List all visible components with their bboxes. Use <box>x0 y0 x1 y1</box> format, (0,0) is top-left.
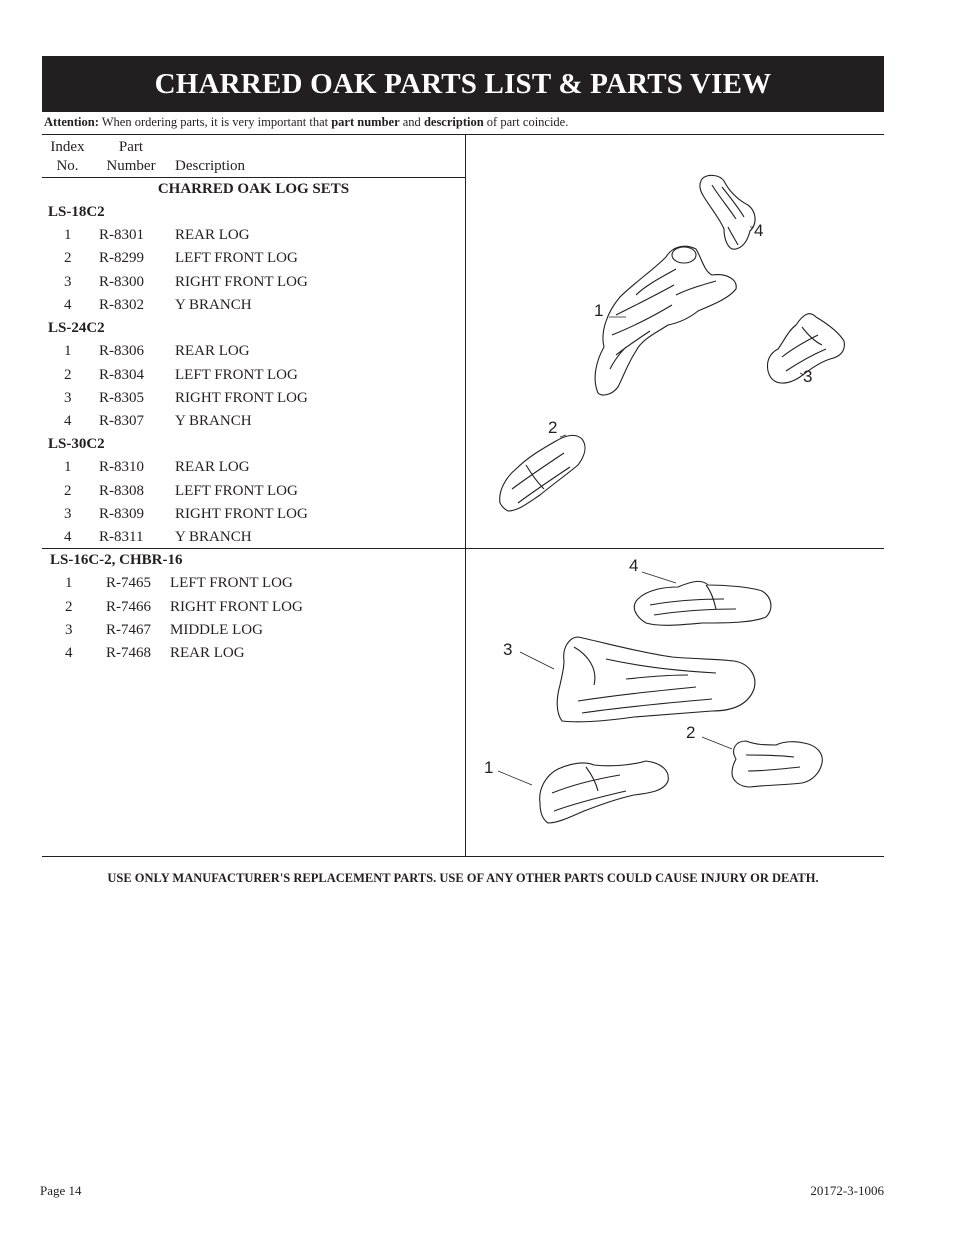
callout-4: 4 <box>754 221 764 240</box>
callout-2: 2 <box>686 723 696 742</box>
row-description: LEFT FRONT LOG <box>175 250 298 266</box>
rear-log <box>634 581 771 625</box>
row-index: 2 <box>64 367 72 383</box>
row-index: 3 <box>65 622 73 638</box>
row-index: 3 <box>64 274 72 290</box>
left-front-log <box>500 435 585 511</box>
callout-1: 1 <box>484 758 494 777</box>
group-title: LS-24C2 <box>48 320 105 336</box>
row-description: RIGHT FRONT LOG <box>175 274 308 290</box>
attention-text-3: of part coincide. <box>483 115 569 129</box>
row-index: 1 <box>64 459 72 475</box>
row-description: LEFT FRONT LOG <box>170 575 293 591</box>
header-part-line2: Number <box>106 158 156 174</box>
attention-bold-description: description <box>423 115 484 129</box>
group-title: LS-30C2 <box>48 436 105 452</box>
group-title: LS-18C2 <box>48 204 105 220</box>
row-part-number: R-8300 <box>99 274 144 290</box>
row-description: Y BRANCH <box>175 297 252 313</box>
row-part-number: R-7465 <box>106 575 151 591</box>
row-index: 1 <box>65 575 73 591</box>
row-description: Y BRANCH <box>175 529 252 545</box>
row-index: 4 <box>64 297 72 313</box>
warning-text: USE ONLY MANUFACTURER'S REPLACEMENT PARTS. USE OF ANY OTHER PARTS COULD CAUSE INJURY OR DEATH. <box>107 871 819 885</box>
header-bottom-rule <box>42 177 465 178</box>
header-part-line1: Part <box>118 139 144 155</box>
header-index-line1: Index <box>50 139 85 155</box>
row-index: 2 <box>64 483 72 499</box>
row-index: 2 <box>65 599 73 615</box>
document-number: 20172-3-1006 <box>810 1183 884 1198</box>
row-part-number: R-7467 <box>106 622 151 638</box>
callout-4: 4 <box>629 556 639 575</box>
row-part-number: R-8299 <box>99 250 144 266</box>
row-part-number: R-8306 <box>99 343 144 359</box>
header-index-line2: No. <box>56 158 79 174</box>
section-title: CHARRED OAK LOG SETS <box>157 181 350 197</box>
row-description: RIGHT FRONT LOG <box>175 506 308 522</box>
row-part-number: R-8301 <box>99 227 144 243</box>
row-part-number: R-8308 <box>99 483 144 499</box>
row-part-number: R-8311 <box>99 529 144 545</box>
row-description: MIDDLE LOG <box>170 622 263 638</box>
left-front-log <box>540 761 669 823</box>
y-branch-log <box>700 175 755 249</box>
rear-log <box>595 246 736 395</box>
row-description: REAR LOG <box>175 227 250 243</box>
attention-text-1: When ordering parts, it is very important that <box>98 115 332 129</box>
attention-label: Attention: <box>44 115 99 129</box>
attention-note <box>44 115 568 130</box>
row-description: REAR LOG <box>175 343 250 359</box>
row-part-number: R-7466 <box>106 599 151 615</box>
row-description: REAR LOG <box>175 459 250 475</box>
row-index: 1 <box>64 343 72 359</box>
row-description: Y BRANCH <box>175 413 252 429</box>
row-index: 4 <box>64 413 72 429</box>
row-part-number: R-8304 <box>99 367 144 383</box>
attention-bold-part-number: part number <box>331 115 400 129</box>
header-part-number <box>100 138 162 176</box>
right-front-log <box>732 741 822 787</box>
callout-2: 2 <box>548 418 558 437</box>
attention-text-2: and <box>399 115 424 129</box>
group-title: LS-16C-2, CHBR-16 <box>50 552 183 568</box>
page-number: Page 14 <box>40 1183 82 1198</box>
callout-1: 1 <box>594 301 604 320</box>
row-index: 4 <box>64 529 72 545</box>
row-description: LEFT FRONT LOG <box>175 483 298 499</box>
row-description: LEFT FRONT LOG <box>175 367 298 383</box>
row-description: RIGHT FRONT LOG <box>175 390 308 406</box>
row-index: 1 <box>64 227 72 243</box>
page-title: CHARRED OAK PARTS LIST & PARTS VIEW <box>42 56 884 112</box>
row-index: 3 <box>64 506 72 522</box>
row-part-number: R-7468 <box>106 645 151 661</box>
middle-log <box>557 637 755 722</box>
callout-3: 3 <box>803 367 813 386</box>
header-index <box>40 138 95 176</box>
parts-view-top <box>466 135 884 547</box>
header-description: Description <box>175 158 245 174</box>
row-description: RIGHT FRONT LOG <box>170 599 303 615</box>
row-part-number: R-8307 <box>99 413 144 429</box>
row-description: REAR LOG <box>170 645 245 661</box>
callout-3: 3 <box>503 640 513 659</box>
row-part-number: R-8302 <box>99 297 144 313</box>
row-part-number: R-8310 <box>99 459 144 475</box>
row-index: 4 <box>65 645 73 661</box>
row-index: 3 <box>64 390 72 406</box>
table-bottom-rule <box>42 856 884 857</box>
row-part-number: R-8305 <box>99 390 144 406</box>
parts-view-bottom <box>466 549 884 855</box>
row-part-number: R-8309 <box>99 506 144 522</box>
row-index: 2 <box>64 250 72 266</box>
